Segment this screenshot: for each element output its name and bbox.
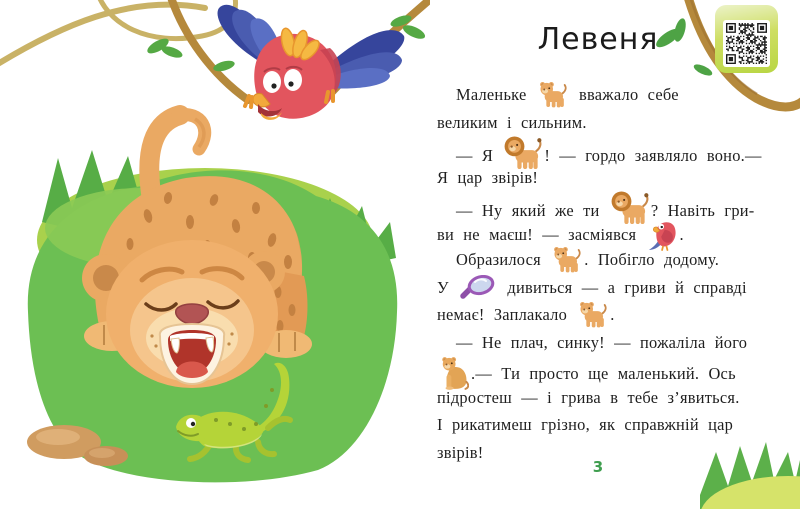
story-line bbox=[437, 81, 759, 109]
story-line bbox=[437, 384, 759, 412]
page-number: 3 bbox=[592, 458, 604, 476]
story-text: великим і сильним. bbox=[437, 112, 587, 132]
story-text: Маленьке bbox=[456, 85, 536, 104]
mirror-icon bbox=[460, 275, 496, 299]
story-line bbox=[437, 329, 759, 357]
story-text: .— Ти просто ще маленький. Ось bbox=[471, 364, 736, 383]
story-line bbox=[437, 246, 759, 274]
story-line bbox=[437, 136, 762, 165]
story-line bbox=[437, 109, 759, 137]
page-title: Левеня bbox=[537, 22, 659, 57]
story-text: — Я bbox=[456, 146, 503, 165]
lion-cub-icon bbox=[538, 81, 568, 108]
story-line bbox=[437, 356, 759, 384]
story-line bbox=[437, 274, 759, 302]
lion-cub-icon bbox=[578, 301, 608, 328]
story-text: . Побігло додому. bbox=[584, 250, 720, 269]
story-text: . bbox=[679, 224, 684, 244]
story-text: вважало себе bbox=[569, 85, 679, 104]
story-line bbox=[437, 301, 759, 329]
story-text: підростеш — і грива в тебе з’явиться. bbox=[437, 387, 740, 407]
story-line bbox=[437, 191, 759, 219]
story-text: Образилося bbox=[456, 250, 551, 269]
story-text: дивиться — а гриви й справді bbox=[498, 277, 747, 297]
story-text: . bbox=[610, 305, 615, 324]
story-text: ! — гордо заявляло воно.— bbox=[544, 146, 762, 165]
story-line bbox=[437, 411, 759, 439]
lion-cub-icon bbox=[552, 246, 582, 273]
story-text: — Не плач, синку! — пожаліла його bbox=[456, 332, 748, 352]
story-text: звірів! bbox=[437, 442, 484, 462]
story-line bbox=[437, 164, 759, 192]
story-text: — Ну який же ти bbox=[456, 201, 609, 220]
story-text-block bbox=[437, 81, 762, 466]
story-text: немає! Заплакало bbox=[437, 305, 577, 324]
story-text: У bbox=[437, 277, 459, 297]
story-text: Я цар звірів! bbox=[437, 167, 539, 187]
story-text: І рикатимеш грізно, як справжній цар bbox=[437, 415, 734, 434]
story-text: ви не маєш! — засміявся bbox=[437, 224, 646, 244]
story-text: ? Навіть гри- bbox=[650, 201, 755, 220]
story-line bbox=[437, 219, 759, 247]
